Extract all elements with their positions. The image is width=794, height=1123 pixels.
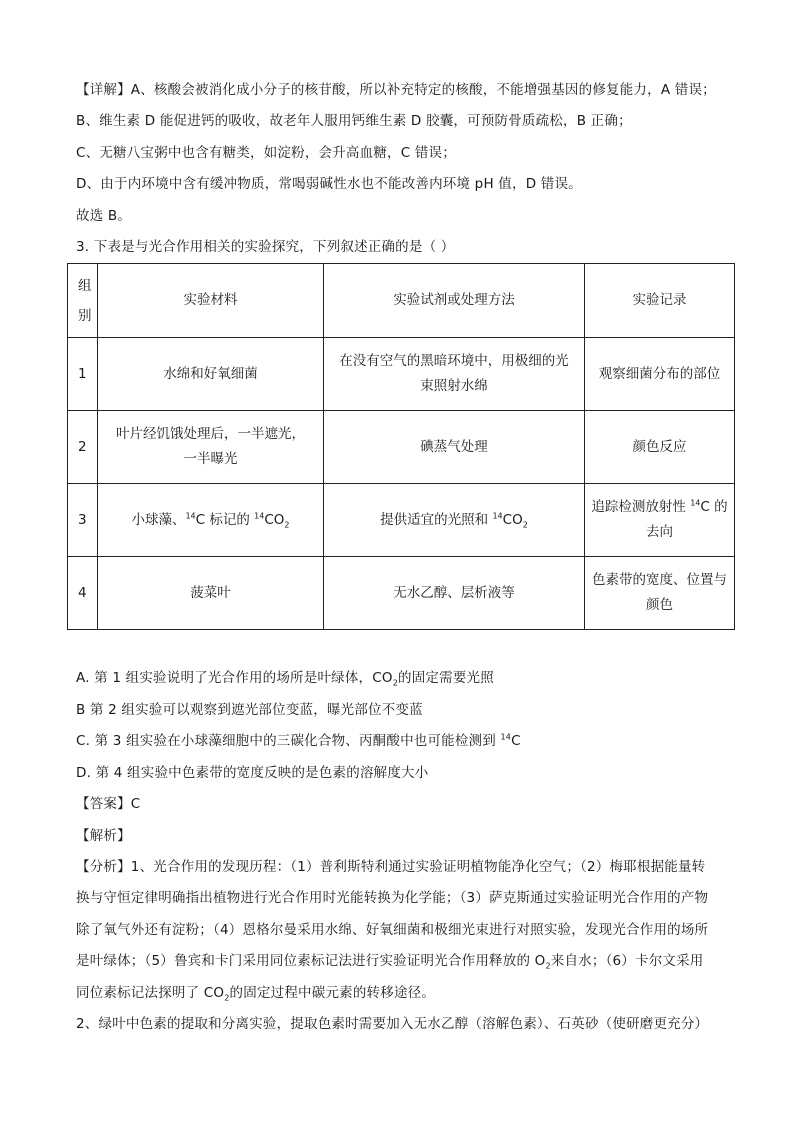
record-text-a: 追踪检测放射性 [591,499,691,515]
method-text-a: 提供适宜的光照和 [380,511,493,528]
row-record [585,484,735,557]
question-stem: 3. 下表是与光合作用相关的实验探究，下列叙述正确的是（ ） [76,239,455,255]
table-row [68,484,735,557]
isotope-superscript: 14 [254,511,265,520]
subscript: 2 [224,993,230,1003]
row-method [324,484,585,557]
table-header-row [68,264,735,338]
analysis-line-3: 除了氧气外还有淀粉；（4）恩格尔曼采用水绵、好氧细菌和极细光束进行对照实验，发现光合作用的场所 [76,922,709,938]
row-method: 无水乙醇、层析液等 [324,557,585,630]
experiment-table [67,263,735,630]
row-method-line2: 束照射水绵 [420,378,488,394]
isotope-superscript: 14 [492,511,503,520]
option-b: B 第 2 组实验可以观察到遮光部位变蓝，曝光部位不变蓝 [76,702,423,718]
row-material [98,411,324,484]
row-number: 3 [68,484,98,557]
row-record: 观察细菌分布的部位 [585,338,735,411]
row-number: 4 [68,557,98,630]
analysis-line-5-text: 同位素标记法探明了 CO [76,985,225,1001]
isotope-superscript: 14 [500,732,512,742]
isotope-superscript: 14 [185,511,196,520]
header-method: 实验试剂或处理方法 [324,264,585,338]
subscript: 2 [392,678,399,688]
analysis-heading: 【解析】 [76,828,131,844]
method-text-b: CO [502,511,523,528]
option-a-text-end: 的固定需要光照 [398,670,494,686]
header-group-char1: 组 [78,277,92,294]
row-record-line2: 去向 [646,524,673,540]
table-row [68,557,735,630]
analysis-line-5 [76,983,435,1003]
analysis-line-6: 2、绿叶中色素的提取和分离实验，提取色素时需要加入无水乙醇（溶解色素）、石英砂（使研磨更充分） [76,1016,709,1032]
detail-line-c: C、无糖八宝粥中也含有糖类，如淀粉，会升高血糖，C 错误； [76,145,456,161]
row-method: 碘蒸气处理 [324,411,585,484]
row-record-line1: 色素带的宽度、位置与 [592,572,727,588]
record-text-b: C 的 [700,499,728,515]
analysis-line-5-end: 的固定过程中碳元素的转移途径。 [229,985,436,1001]
table-row [68,411,735,484]
row-material: 菠菜叶 [98,557,324,630]
option-c-text: C. 第 3 组实验在小球藻细胞中的三碳化合物、丙酮酸中也可能检测到 [76,733,501,749]
detail-line-d: D、由于内环境中含有缓冲物质，常喝弱碱性水也不能改善内环境 pH 值，D 错误。 [76,176,582,192]
answer-label: 【答案】C [76,796,141,812]
row-material-line2: 一半曝光 [183,451,238,467]
option-c-text-end: C [511,733,521,749]
row-record-line2: 颜色 [646,597,673,613]
material-text-a: 小球藻、 [131,511,186,528]
detail-line-a: 【详解】A、核酸会被消化成小分子的核苷酸，所以补充特定的核酸，不能增强基因的修复能力，A 错误； [76,82,716,98]
analysis-line-4-text: 是叶绿体；（5）鲁宾和卡门采用同位素标记法进行实验证明光合作用释放的 O [76,953,546,969]
analysis-line-1: 【分析】1、光合作用的发现历程：（1）普利斯特利通过实验证明植物能净化空气；（2）梅耶根据能量转 [76,859,706,875]
row-material-line1: 叶片经饥饿处理后，一半遮光， [116,426,305,442]
row-number: 1 [68,338,98,411]
material-text-b: C 标记的 [195,511,255,528]
option-a [76,668,494,688]
header-group-char2: 别 [78,307,92,324]
row-material: 水绵和好氧细菌 [98,338,324,411]
row-material [98,484,324,557]
subscript: 2 [284,520,290,530]
analysis-line-4 [76,951,704,971]
detail-line-b: B、维生素 D 能促进钙的吸收，故老年人服用钙维生素 D 胶囊，可预防骨质疏松，B 正确； [76,113,632,129]
analysis-line-2: 换与守恒定律明确指出植物进行光合作用时光能转换为化学能；（3）萨克斯通过实验证明光合作用的产物 [76,890,709,906]
detail-conclusion: 故选 B。 [76,208,132,224]
header-record: 实验记录 [585,264,735,338]
header-material: 实验材料 [98,264,324,338]
row-method-line1: 在没有空气的黑暗环境中，用极细的光 [339,353,569,369]
row-record-line1 [591,495,728,520]
header-group-number [68,264,98,338]
row-method [324,338,585,411]
row-record: 颜色反应 [585,411,735,484]
material-text-c: CO [264,511,285,528]
analysis-line-4-end: 来自水；（6）卡尔文采用 [550,953,704,969]
option-c [76,731,521,751]
row-record [585,557,735,630]
row-number: 2 [68,411,98,484]
option-a-text: A. 第 1 组实验说明了光合作用的场所是叶绿体，CO [76,670,393,686]
isotope-superscript: 14 [690,498,701,508]
option-d: D. 第 4 组实验中色素带的宽度反映的是色素的溶解度大小 [76,765,429,781]
subscript: 2 [522,520,528,530]
table-row [68,338,735,411]
subscript: 2 [545,961,551,971]
